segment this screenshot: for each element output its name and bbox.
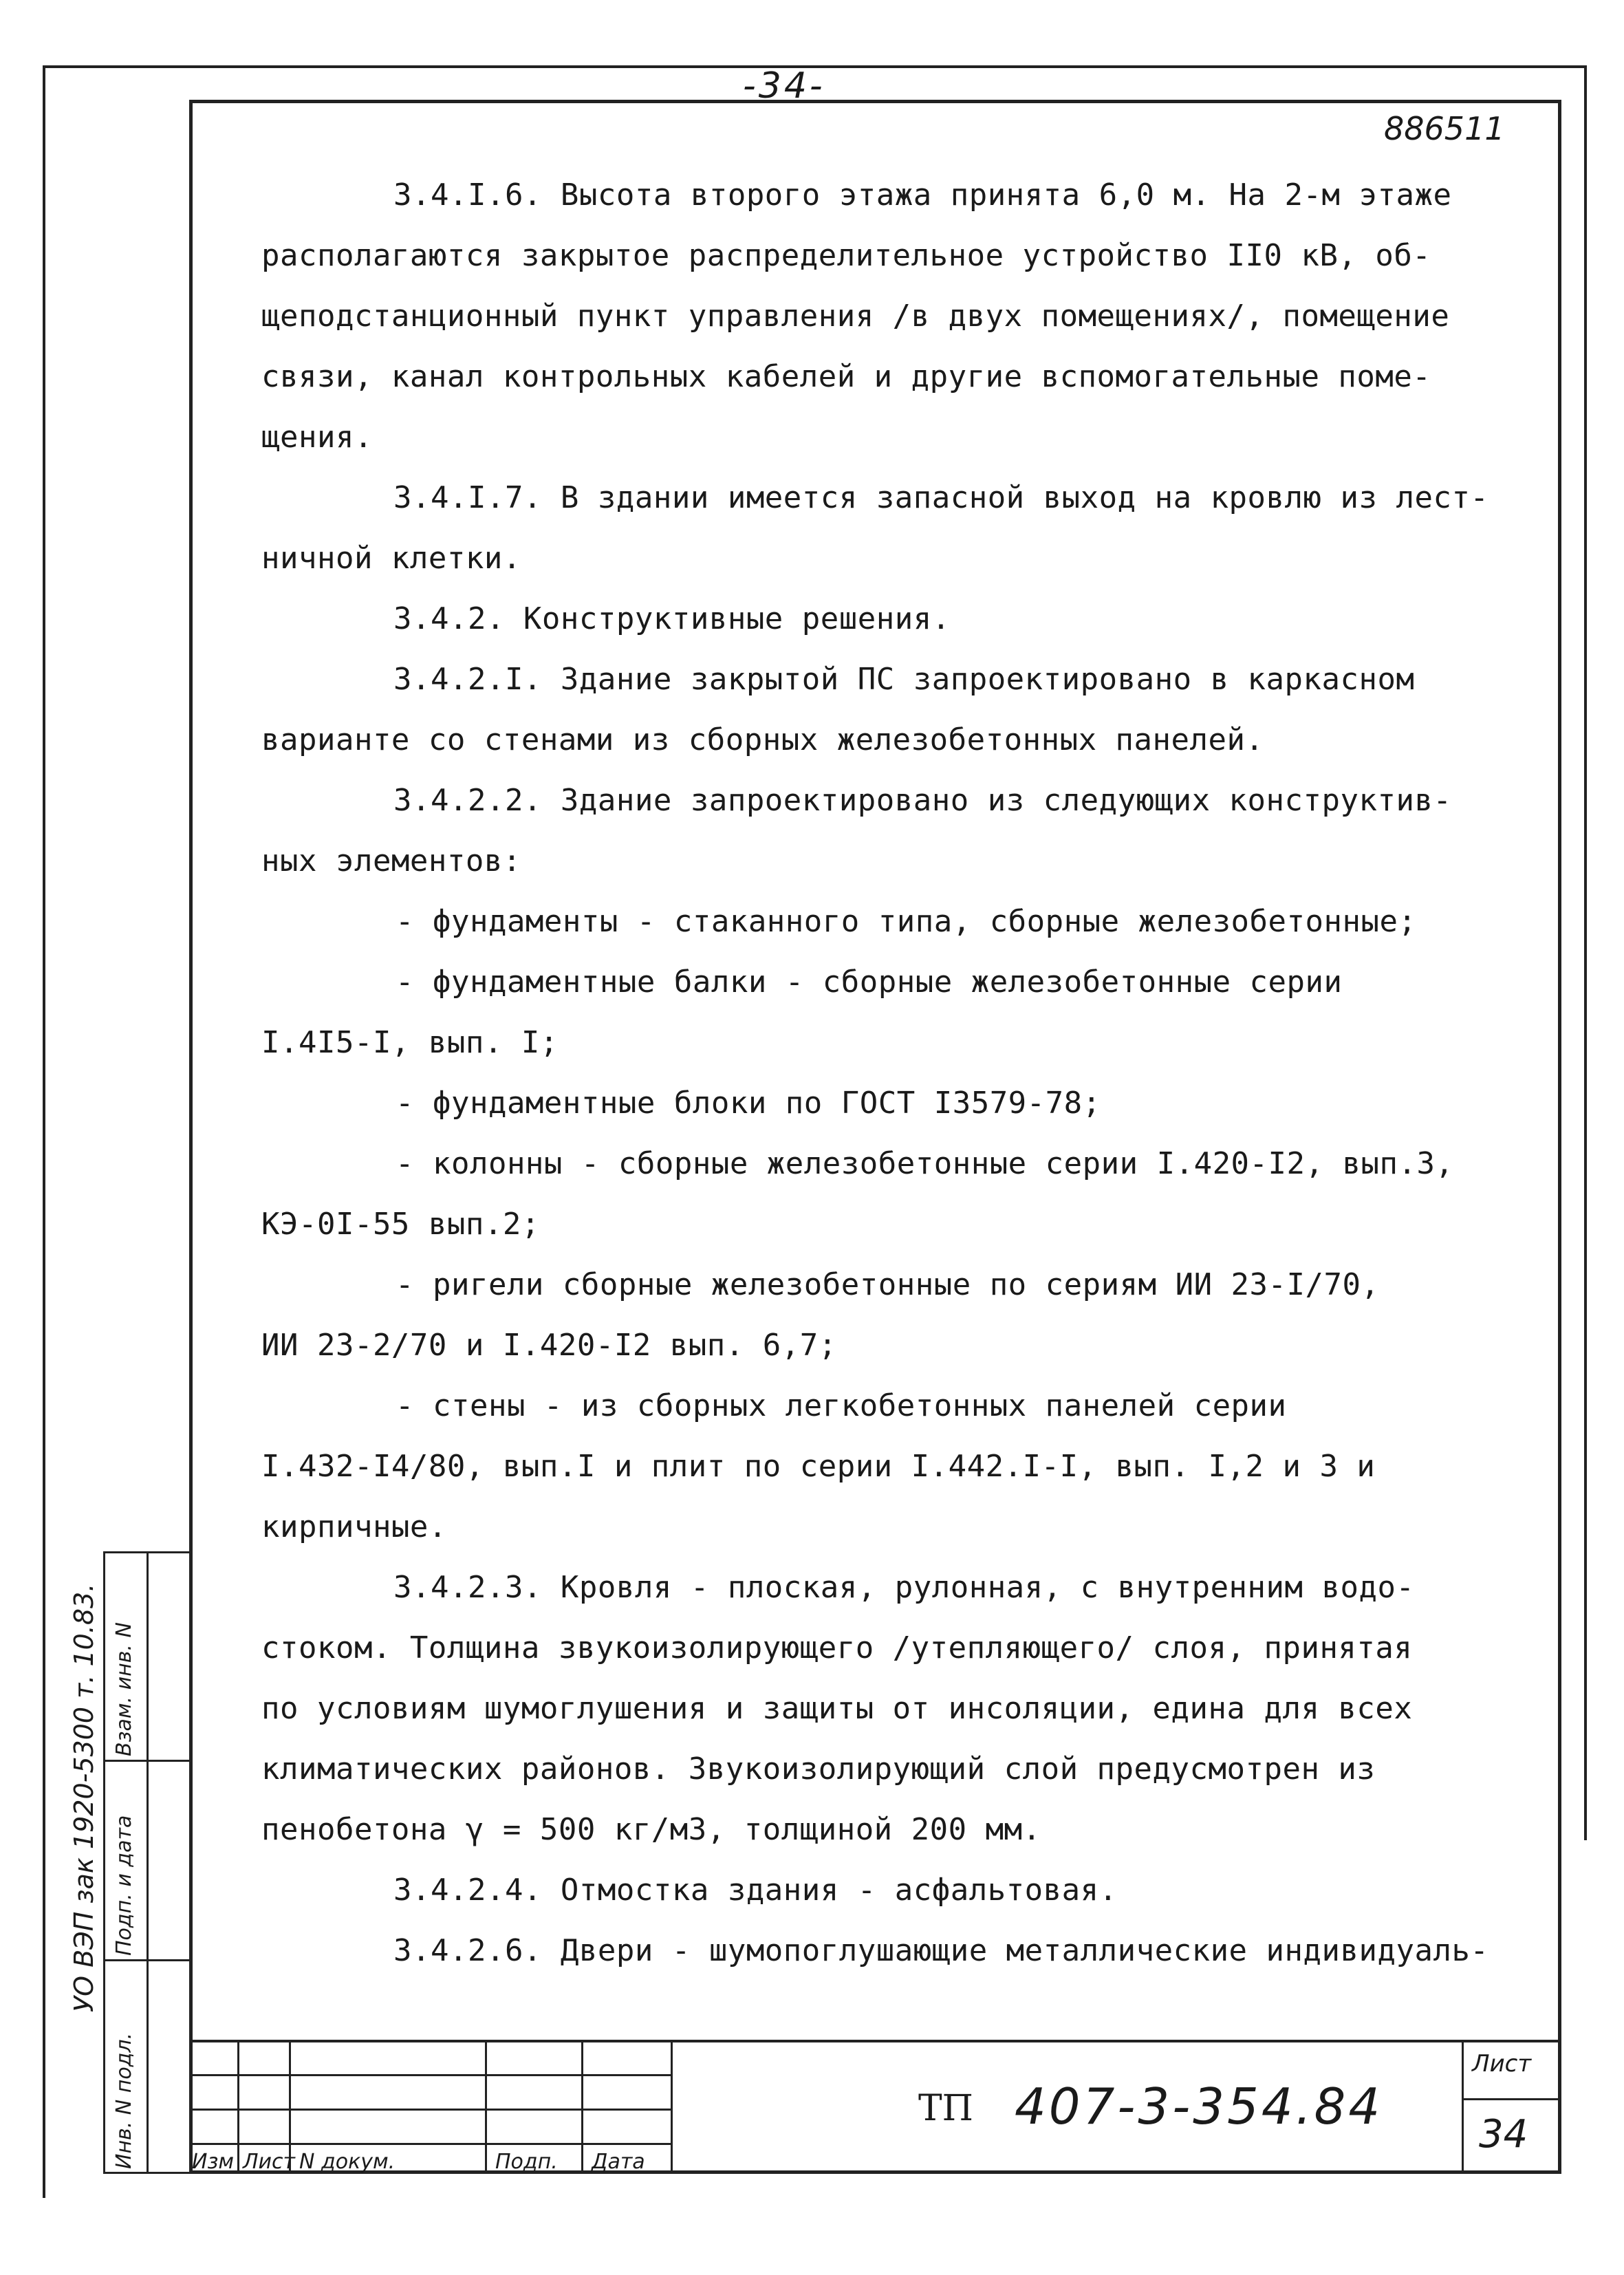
title-block-row bbox=[189, 2109, 671, 2111]
text-line: 3.4.I.7. В здании имеется запасной выход на кровлю из лест- bbox=[393, 480, 1489, 515]
handwritten-order-note: УО ВЭП зак 1920-5300 т. 10.83. bbox=[69, 1583, 99, 2012]
text-line: стоком. Толщина звукоизолирующего /утепляющего/ слоя, принятая bbox=[261, 1630, 1413, 1665]
title-block-divider bbox=[485, 2040, 487, 2174]
document-designation: 407-3-354.84 bbox=[1015, 2078, 1383, 2135]
stamp-divider bbox=[147, 1553, 149, 2172]
tp-prefix: ТП bbox=[918, 2088, 974, 2129]
text-line: 3.4.2.I. Здание закрытой ПС запроектировано в каркасном bbox=[393, 662, 1415, 697]
text-line: I.4I5-I, вып. I; bbox=[261, 1025, 559, 1060]
text-line: располагаются закрытое распределительное устройство II0 кВ, об- bbox=[261, 238, 1431, 273]
list-item: - фундаментные блоки по ГОСТ I3579-78; bbox=[396, 1086, 1101, 1121]
text-line: КЭ-0I-55 вып.2; bbox=[261, 1207, 540, 1242]
list-item: - стены - из сборных легкобетонных панелей серии bbox=[396, 1388, 1287, 1423]
text-line: 3.4.2.2. Здание запроектировано из следующих конструктив- bbox=[393, 783, 1452, 818]
col-label-signature: Подп. bbox=[495, 2150, 558, 2174]
text-line: 3.4.2.3. Кровля - плоская, рулонная, с внутренним водо- bbox=[393, 1570, 1415, 1605]
stamp-divider bbox=[105, 1959, 191, 1961]
text-line: по условиям шумоглушения и защиты от инсоляции, едина для всех bbox=[261, 1691, 1413, 1726]
list-item: - фундаменты - стаканного типа, сборные железобетонные; bbox=[396, 904, 1417, 939]
stamp-label-inventory: Инв. N подл. bbox=[112, 2032, 136, 2169]
document-code: 886511 bbox=[1384, 110, 1505, 147]
text-line: I.432-I4/80, вып.I и плит по серии I.442.I-I, вып. I,2 и 3 и bbox=[261, 1449, 1376, 1484]
binding-line-left bbox=[43, 65, 45, 2198]
col-label-sheet: Лист bbox=[243, 2150, 296, 2174]
title-block-divider bbox=[671, 2040, 673, 2174]
text-line: 3.4.I.6. Высота второго этажа принята 6,0 м. На 2-м этаже bbox=[393, 177, 1452, 213]
text-line: щеподстанционный пункт управления /в двух помещениях/, помещение bbox=[261, 299, 1450, 334]
sheet-label: Лист bbox=[1472, 2050, 1532, 2078]
title-block-border bbox=[189, 2040, 1561, 2042]
stamp-divider bbox=[105, 1760, 191, 1762]
col-label-change: Изм bbox=[192, 2150, 235, 2174]
binding-line-right bbox=[1584, 65, 1587, 1840]
page-number: -34- bbox=[743, 65, 825, 107]
text-line: ИИ 23-2/70 и I.420-I2 вып. 6,7; bbox=[261, 1328, 837, 1363]
text-line: 3.4.2.6. Двери - шумопоглушающие металлические индивидуаль- bbox=[393, 1933, 1489, 1968]
title-block bbox=[189, 2040, 1561, 2174]
list-item: - ригели сборные железобетонные по сериям ИИ 23-I/70, bbox=[396, 1267, 1380, 1302]
text-line: климатических районов. Звукоизолирующий слой предусмотрен из bbox=[261, 1751, 1376, 1787]
title-block-divider bbox=[1462, 2040, 1464, 2174]
text-line: щения. bbox=[261, 420, 373, 455]
document-body bbox=[261, 165, 1500, 1981]
text-line: пенобетона γ = 500 кг/м3, толщиной 200 мм. bbox=[261, 1812, 1041, 1847]
section-heading: 3.4.2. Конструктивные решения. bbox=[393, 601, 951, 636]
list-item: - колонны - сборные железобетонные серии I.420-I2, вып.3, bbox=[396, 1146, 1454, 1181]
text-line: ных элементов: bbox=[261, 843, 521, 878]
title-block-divider bbox=[581, 2040, 583, 2174]
title-block-row bbox=[189, 2143, 671, 2145]
col-label-doc-number: N докум. bbox=[299, 2150, 396, 2174]
list-item: - фундаментные балки - сборные железобетонные серии bbox=[396, 964, 1343, 1000]
col-label-date: Дата bbox=[592, 2150, 645, 2174]
text-line: кирпичные. bbox=[261, 1509, 447, 1544]
sheet-number: 34 bbox=[1479, 2112, 1528, 2157]
side-stamp bbox=[103, 1551, 189, 2174]
text-line: варианте со стенами из сборных железобетонных панелей. bbox=[261, 722, 1264, 757]
title-block-divider bbox=[237, 2040, 239, 2174]
stamp-label-replaces: Взам. инв. N bbox=[112, 1622, 136, 1756]
title-block-row bbox=[1462, 2098, 1561, 2100]
text-line: 3.4.2.4. Отмостка здания - асфальтовая. bbox=[393, 1873, 1118, 1908]
text-line: связи, канал контрольных кабелей и другие вспомогательные поме- bbox=[261, 359, 1431, 394]
stamp-label-signature: Подп. и дата bbox=[112, 1815, 136, 1956]
text-line: ничной клетки. bbox=[261, 541, 521, 576]
title-block-row bbox=[189, 2074, 671, 2076]
